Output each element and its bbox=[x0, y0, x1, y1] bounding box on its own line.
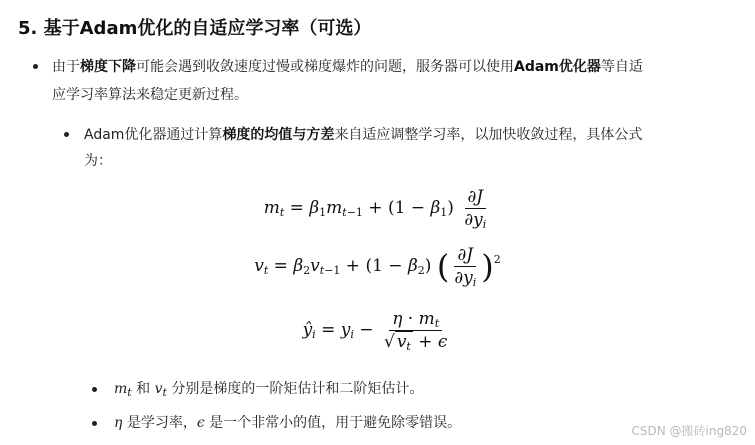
text-span: 分别是梯度的一阶矩估计和二阶矩估计。 bbox=[166, 381, 424, 397]
sub-bullet-moments bbox=[114, 380, 423, 398]
paragraph-line bbox=[52, 58, 643, 76]
watermark: CSDN @搬砖ing820 bbox=[631, 424, 747, 438]
bold-term: Adam优化器 bbox=[514, 59, 601, 75]
text-span: 可能会遇到收敛速度过慢或梯度爆炸的问题，服务器可以使用 bbox=[136, 59, 514, 75]
equation-m-t: $m_t = \beta_1m_{t-1} + (1 - \beta_1)$ $\frac{\partial J}{\partial y_i}$ bbox=[263, 187, 487, 231]
math-var: ϵ bbox=[196, 415, 205, 431]
paragraph-line bbox=[84, 126, 642, 144]
text-span: 来自适应调整学习率，以加快收敛过程，具体公式 bbox=[334, 127, 643, 143]
equation-y-hat: $ŷ_i = y_i$ − $\frac{\eta \cdot m_t}{√ v_t + \epsilon}$ bbox=[302, 309, 448, 353]
paragraph-line: 为： bbox=[84, 153, 112, 169]
sub-bullet-learning-rate bbox=[114, 414, 461, 432]
text-span: 由于 bbox=[52, 59, 80, 75]
math-subscript: t bbox=[127, 386, 132, 399]
text-span: 和 bbox=[131, 381, 155, 397]
paragraph-line: 应学习率算法来稳定更新过程。 bbox=[52, 87, 248, 103]
text-span: 是学习率， bbox=[122, 415, 197, 431]
text-span: 等自适 bbox=[600, 59, 643, 75]
list-bullet bbox=[92, 387, 97, 392]
bold-term: 梯度下降 bbox=[80, 59, 136, 75]
list-bullet bbox=[33, 64, 38, 69]
list-bullet bbox=[64, 132, 69, 137]
math-var: v bbox=[154, 381, 163, 397]
math-subscript: t bbox=[162, 386, 167, 399]
bold-term: 梯度的均值与方差 bbox=[222, 127, 335, 143]
section-title: 5. 基于Adam优化的自适应学习率（可选） bbox=[18, 18, 372, 39]
math-var: m bbox=[114, 381, 128, 397]
text-span: 是一个非常小的值，用于避免除零错误。 bbox=[204, 415, 462, 431]
math-var: η bbox=[114, 415, 123, 431]
equation-v-t: $v_t = \beta_2v_{t-1} + (1 - \beta_2)$ ( $\frac{\partial J}{\partial y_i}$ )$^2$ bbox=[254, 245, 501, 289]
text-span: Adam优化器通过计算 bbox=[84, 127, 223, 143]
list-bullet bbox=[92, 421, 97, 426]
